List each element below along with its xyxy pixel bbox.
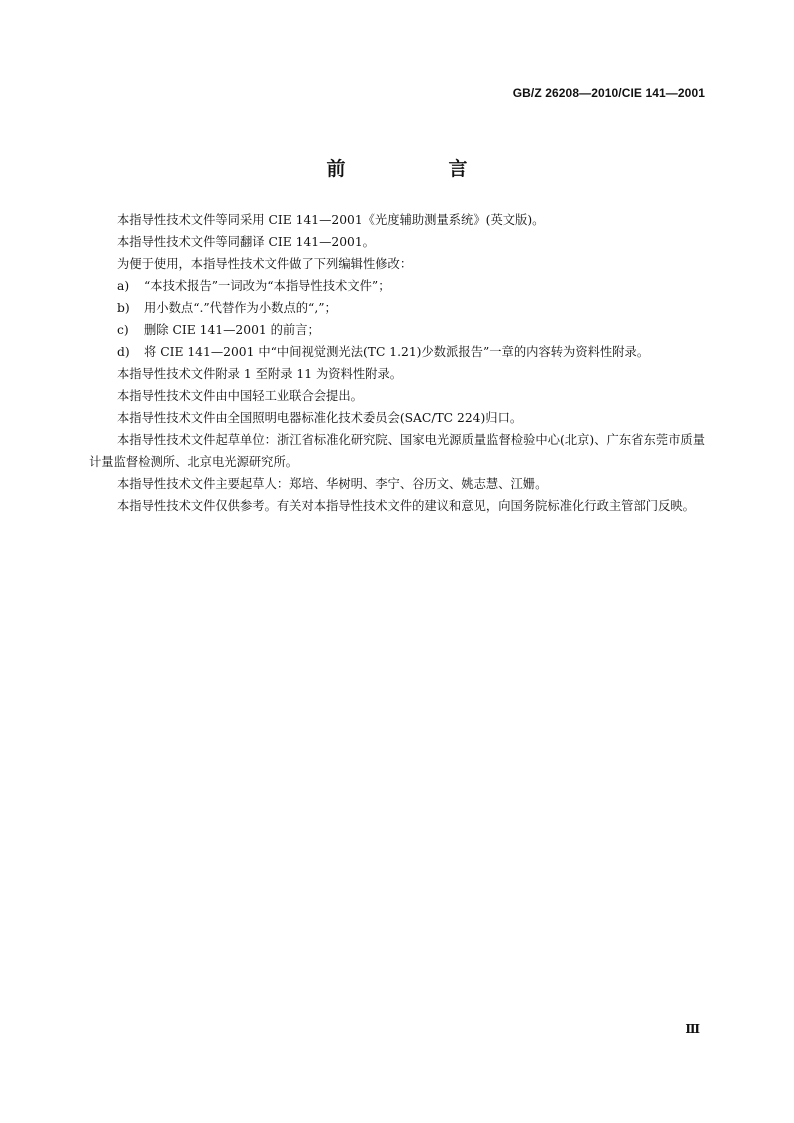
foreword-body bbox=[89, 209, 705, 517]
paragraph: 本指导性技术文件由全国照明电器标准化技术委员会(SAC/TC 224)归口。 bbox=[117, 411, 523, 425]
list-item-text: 用小数点“.”代替作为小数点的“,”； bbox=[144, 301, 337, 315]
list-item-text: 删除 CIE 141—2001 的前言； bbox=[144, 323, 320, 337]
list-item bbox=[89, 319, 705, 341]
list-item-letter: a) bbox=[117, 279, 130, 293]
paragraph: 为便于使用，本指导性技术文件做了下列编辑性修改： bbox=[117, 257, 413, 271]
paragraph: 本指导性技术文件主要起草人：郑培、华树明、李宁、谷历文、姚志慧、江姗。 bbox=[117, 477, 548, 491]
standard-code: GB/Z 26208—2010/CIE 141—2001 bbox=[512, 86, 705, 100]
paragraph: 本指导性技术文件等同采用 CIE 141—2001《光度辅助测量系统》(英文版)。 bbox=[117, 213, 545, 227]
paragraph: 本指导性技术文件等同翻译 CIE 141—2001。 bbox=[117, 235, 375, 249]
list-item bbox=[89, 341, 705, 363]
page-number: Ⅲ bbox=[685, 1022, 700, 1036]
paragraph: 本指导性技术文件由中国轻工业联合会提出。 bbox=[117, 389, 363, 403]
list-item-text: 将 CIE 141—2001 中“中间视觉测光法(TC 1.21)少数派报告”一章的内容转为资料性附录。 bbox=[144, 345, 650, 359]
list-item-text: “本技术报告”一词改为“本指导性技术文件”； bbox=[144, 279, 391, 293]
list-item-letter: d) bbox=[117, 345, 130, 359]
paragraph: 本指导性技术文件附录 1 至附录 11 为资料性附录。 bbox=[117, 367, 403, 381]
list-item-letter: c) bbox=[117, 323, 129, 337]
page-title: 前 言 bbox=[326, 158, 510, 180]
list-item bbox=[89, 297, 705, 319]
paragraph: 本指导性技术文件起草单位：浙江省标准化研究院、国家电光源质量监督检验中心(北京)、广东省东莞市质量计量监督检测所、北京电光源研究所。 bbox=[89, 433, 705, 469]
paragraph: 本指导性技术文件仅供参考。有关对本指导性技术文件的建议和意见，向国务院标准化行政主管部门反映。 bbox=[117, 499, 695, 513]
list-item bbox=[89, 275, 705, 297]
list-item-letter: b) bbox=[117, 301, 130, 315]
